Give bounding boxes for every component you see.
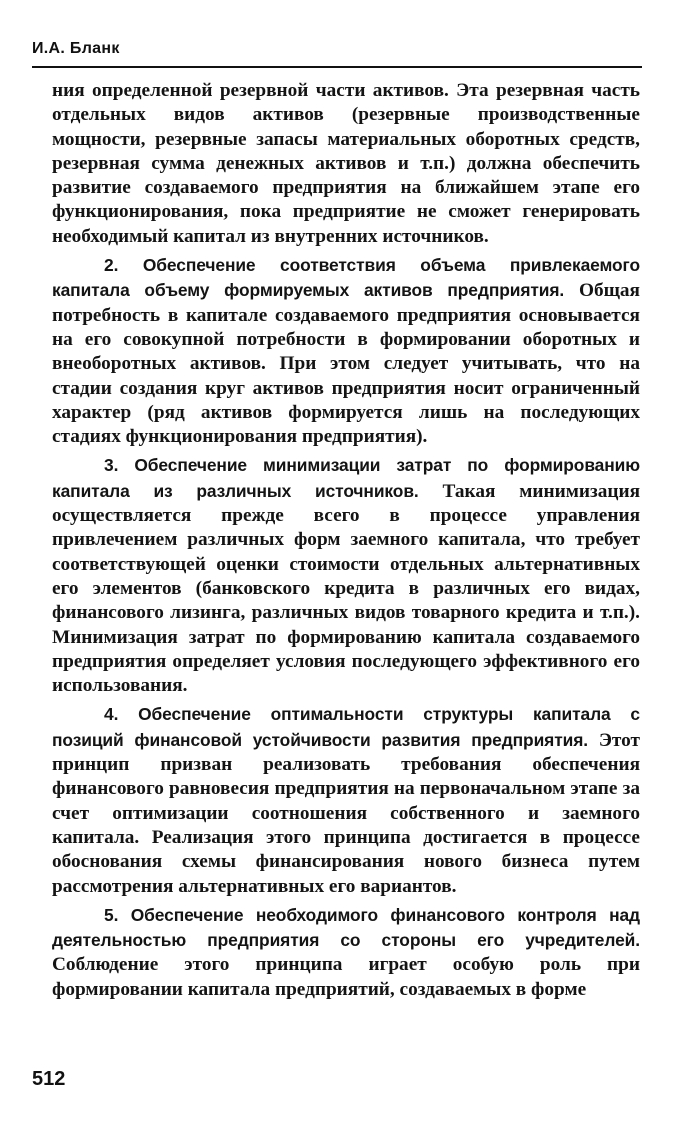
principle-heading: 2. Обеспечение соответствия объема привлекаемого капитала объему формируемых активов предприятия. — [52, 255, 640, 301]
paragraph-text: Этот принцип призван реализовать требования обеспечения финансового равновесия предприятия на первоначальном этапе за счет оптимизации соотношения собственного и заемного капитала. Реализация этого принципа достигается в процессе обоснования схемы финансирования нового бизнеса путем рассмотрения альтернативных его вариантов. — [52, 729, 640, 897]
running-head-author: И.А. Бланк — [32, 40, 120, 57]
paragraph-principle-3 — [52, 453, 640, 698]
paragraph-text: Общая потребность в капитале создаваемого предприятия основывается на его совокупной потребности в формировании оборотных и внеоборотных активов. При этом следует учитывать, что на стадии создания круг активов предприятия носит ограниченный характер (ряд активов формируется лишь на последующих стадиях функционирования предприятия). — [52, 280, 640, 448]
principle-heading: 5. Обеспечение необходимого финансового контроля над деятельностью предприятия со стороны его учредителей. — [52, 904, 640, 951]
paragraph-principle-2 — [52, 253, 640, 449]
principle-heading: 3. Обеспечение минимизации затрат по формированию капитала из различных источников. — [52, 455, 640, 501]
paragraph-text: ния определенной резервной части активов. Эта резервная часть отдельных видов активов (резервные производственные мощности, резервные запасы материальных оборотных средств, резервная сумма денежных активов и т.п.) должна обеспечить развитие создаваемого предприятия на ближайшем этапе его функционирования, пока предприятие не сможет генерировать необходимый капитал из внутренних источников. — [52, 80, 640, 247]
paragraph-text: Соблюдение этого принципа играет особую роль при формировании капитала предприятий, создаваемых в форме — [52, 954, 640, 1000]
paragraph-text: Такая минимизация осуществляется прежде всего в процессе управления привлечением различных форм заемного капитала, что требует соответствующей оценки стоимости отдельных альтернативных его элементов (банковского кредита в различных его видах, финансового лизинга, различных видов товарного кредита и т.п.). Минимизация затрат по формированию капитала создаваемого предприятия определяет условия последующего эффективного его использования. — [52, 480, 640, 697]
page-number: 512 — [32, 1068, 66, 1090]
header-rule — [32, 66, 642, 68]
paragraph-principle-4 — [52, 702, 640, 898]
principle-heading: 4. Обеспечение оптимальности структуры капитала с позиций финансовой устойчивости развития предприятия. — [52, 704, 640, 750]
paragraph-principle-5 — [52, 903, 640, 1002]
body-text — [52, 79, 640, 1002]
paragraph-continuation — [52, 79, 640, 249]
